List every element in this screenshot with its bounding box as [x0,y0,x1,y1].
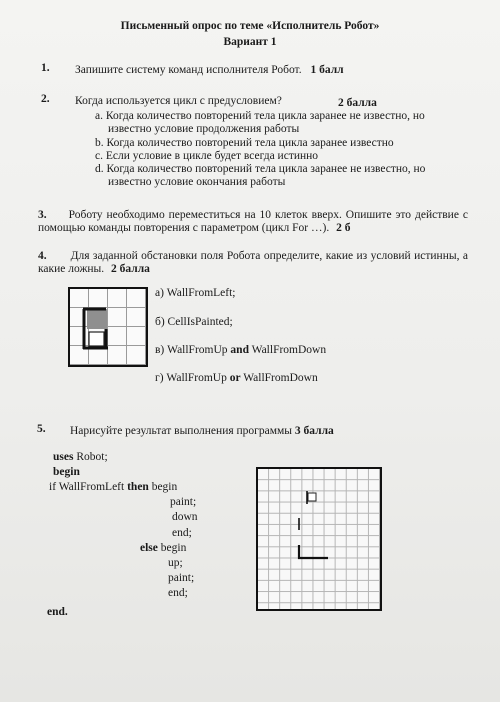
page-title: Письменный опрос по теме «Исполнитель Робот» [120,20,380,32]
code-text: Robot; [76,451,108,463]
code-end-1: end; [172,527,192,539]
code-uses [53,450,108,465]
code-up: up; [168,557,183,569]
robot-field-q4-overlay [68,287,148,367]
keyword-uses: uses [53,451,74,463]
q4-condition-c [155,344,326,357]
q1-question: Запишите систему команд исполнителя Робот. [75,64,302,76]
robot-cell [89,332,104,346]
robot-cell [308,493,316,501]
variant-label: Вариант 1 [223,36,277,48]
q3-block [38,209,468,235]
code-down: down [172,511,198,523]
code-end-2: end; [168,587,188,599]
q4-block [38,250,468,276]
q2-option-d [95,163,425,176]
keyword-begin: begin [151,481,178,493]
condition-part: г) WallFromUp [155,372,227,384]
code-end-final: end. [47,606,68,618]
option-text: Если условие в цикле будет всегда истинно [105,150,319,162]
q5-question: Нарисуйте результат выполнения программы [70,425,293,437]
option-marker: d. [95,163,104,175]
q2-option-c [95,150,318,163]
option-marker: b. [95,137,104,149]
q5-points: 3 балла [294,425,334,437]
q1-text [75,64,344,77]
q2-points: 2 балла [338,97,377,109]
q2-question: Когда используется цикл с предусловием? [75,95,282,107]
q1-number: 1. [41,62,50,74]
q2-number: 2. [41,93,50,105]
q2-option-a [95,110,425,123]
code-paint-1: paint; [170,496,197,508]
keyword-then: then [127,481,149,493]
condition-operator: or [229,372,241,384]
painted-cell [87,309,107,329]
q4-condition-a: а) WallFromLeft; [155,287,236,299]
q2-option-a-cont: известно условие продолжения работы [108,123,300,135]
q4-condition-b: б) CellIsPainted; [155,316,233,328]
code-condition: WallFromLeft [58,481,125,493]
q3-points: 2 б [336,222,351,234]
q2-option-b [95,137,394,150]
condition-part: в) WallFromUp [155,344,228,356]
code-if [49,480,177,495]
robot-field-q5-overlay [256,467,382,611]
q5-text [70,425,334,438]
condition-part: WallFromDown [243,372,318,384]
condition-operator: and [230,344,249,356]
code-paint-2: paint; [168,572,195,584]
option-marker: c. [95,150,103,162]
q4-number: 4. [38,250,47,262]
q3-number: 3. [38,209,47,221]
q1-points: 1 балл [310,64,344,76]
q2-option-d-cont: известно условие окончания работы [108,176,286,188]
q4-points: 2 балла [111,263,150,275]
keyword-else: else [140,542,158,554]
q4-condition-d [155,372,318,385]
q3-question: Роботу необходимо переместиться на 10 клеток вверх. Опишите это действие с помощью команды повторения с параметром (цикл For …). [38,209,468,234]
keyword-if: if [49,481,57,493]
option-text: Когда количество повторений тела цикла заранее известно [106,137,394,149]
option-marker: a. [95,110,103,122]
option-text: Когда количество повторений тела цикла заранее не известно, но [105,110,425,122]
code-else [140,541,186,556]
condition-part: WallFromDown [251,344,327,356]
q4-question: Для заданной обстановки поля Робота определите, какие из условий истинны, а какие ложны. [38,250,468,275]
keyword-begin: begin [160,542,187,554]
code-begin: begin [53,466,80,478]
q5-number: 5. [37,423,46,435]
option-text: Когда количество повторений тела цикла заранее не известно, но [106,163,426,175]
